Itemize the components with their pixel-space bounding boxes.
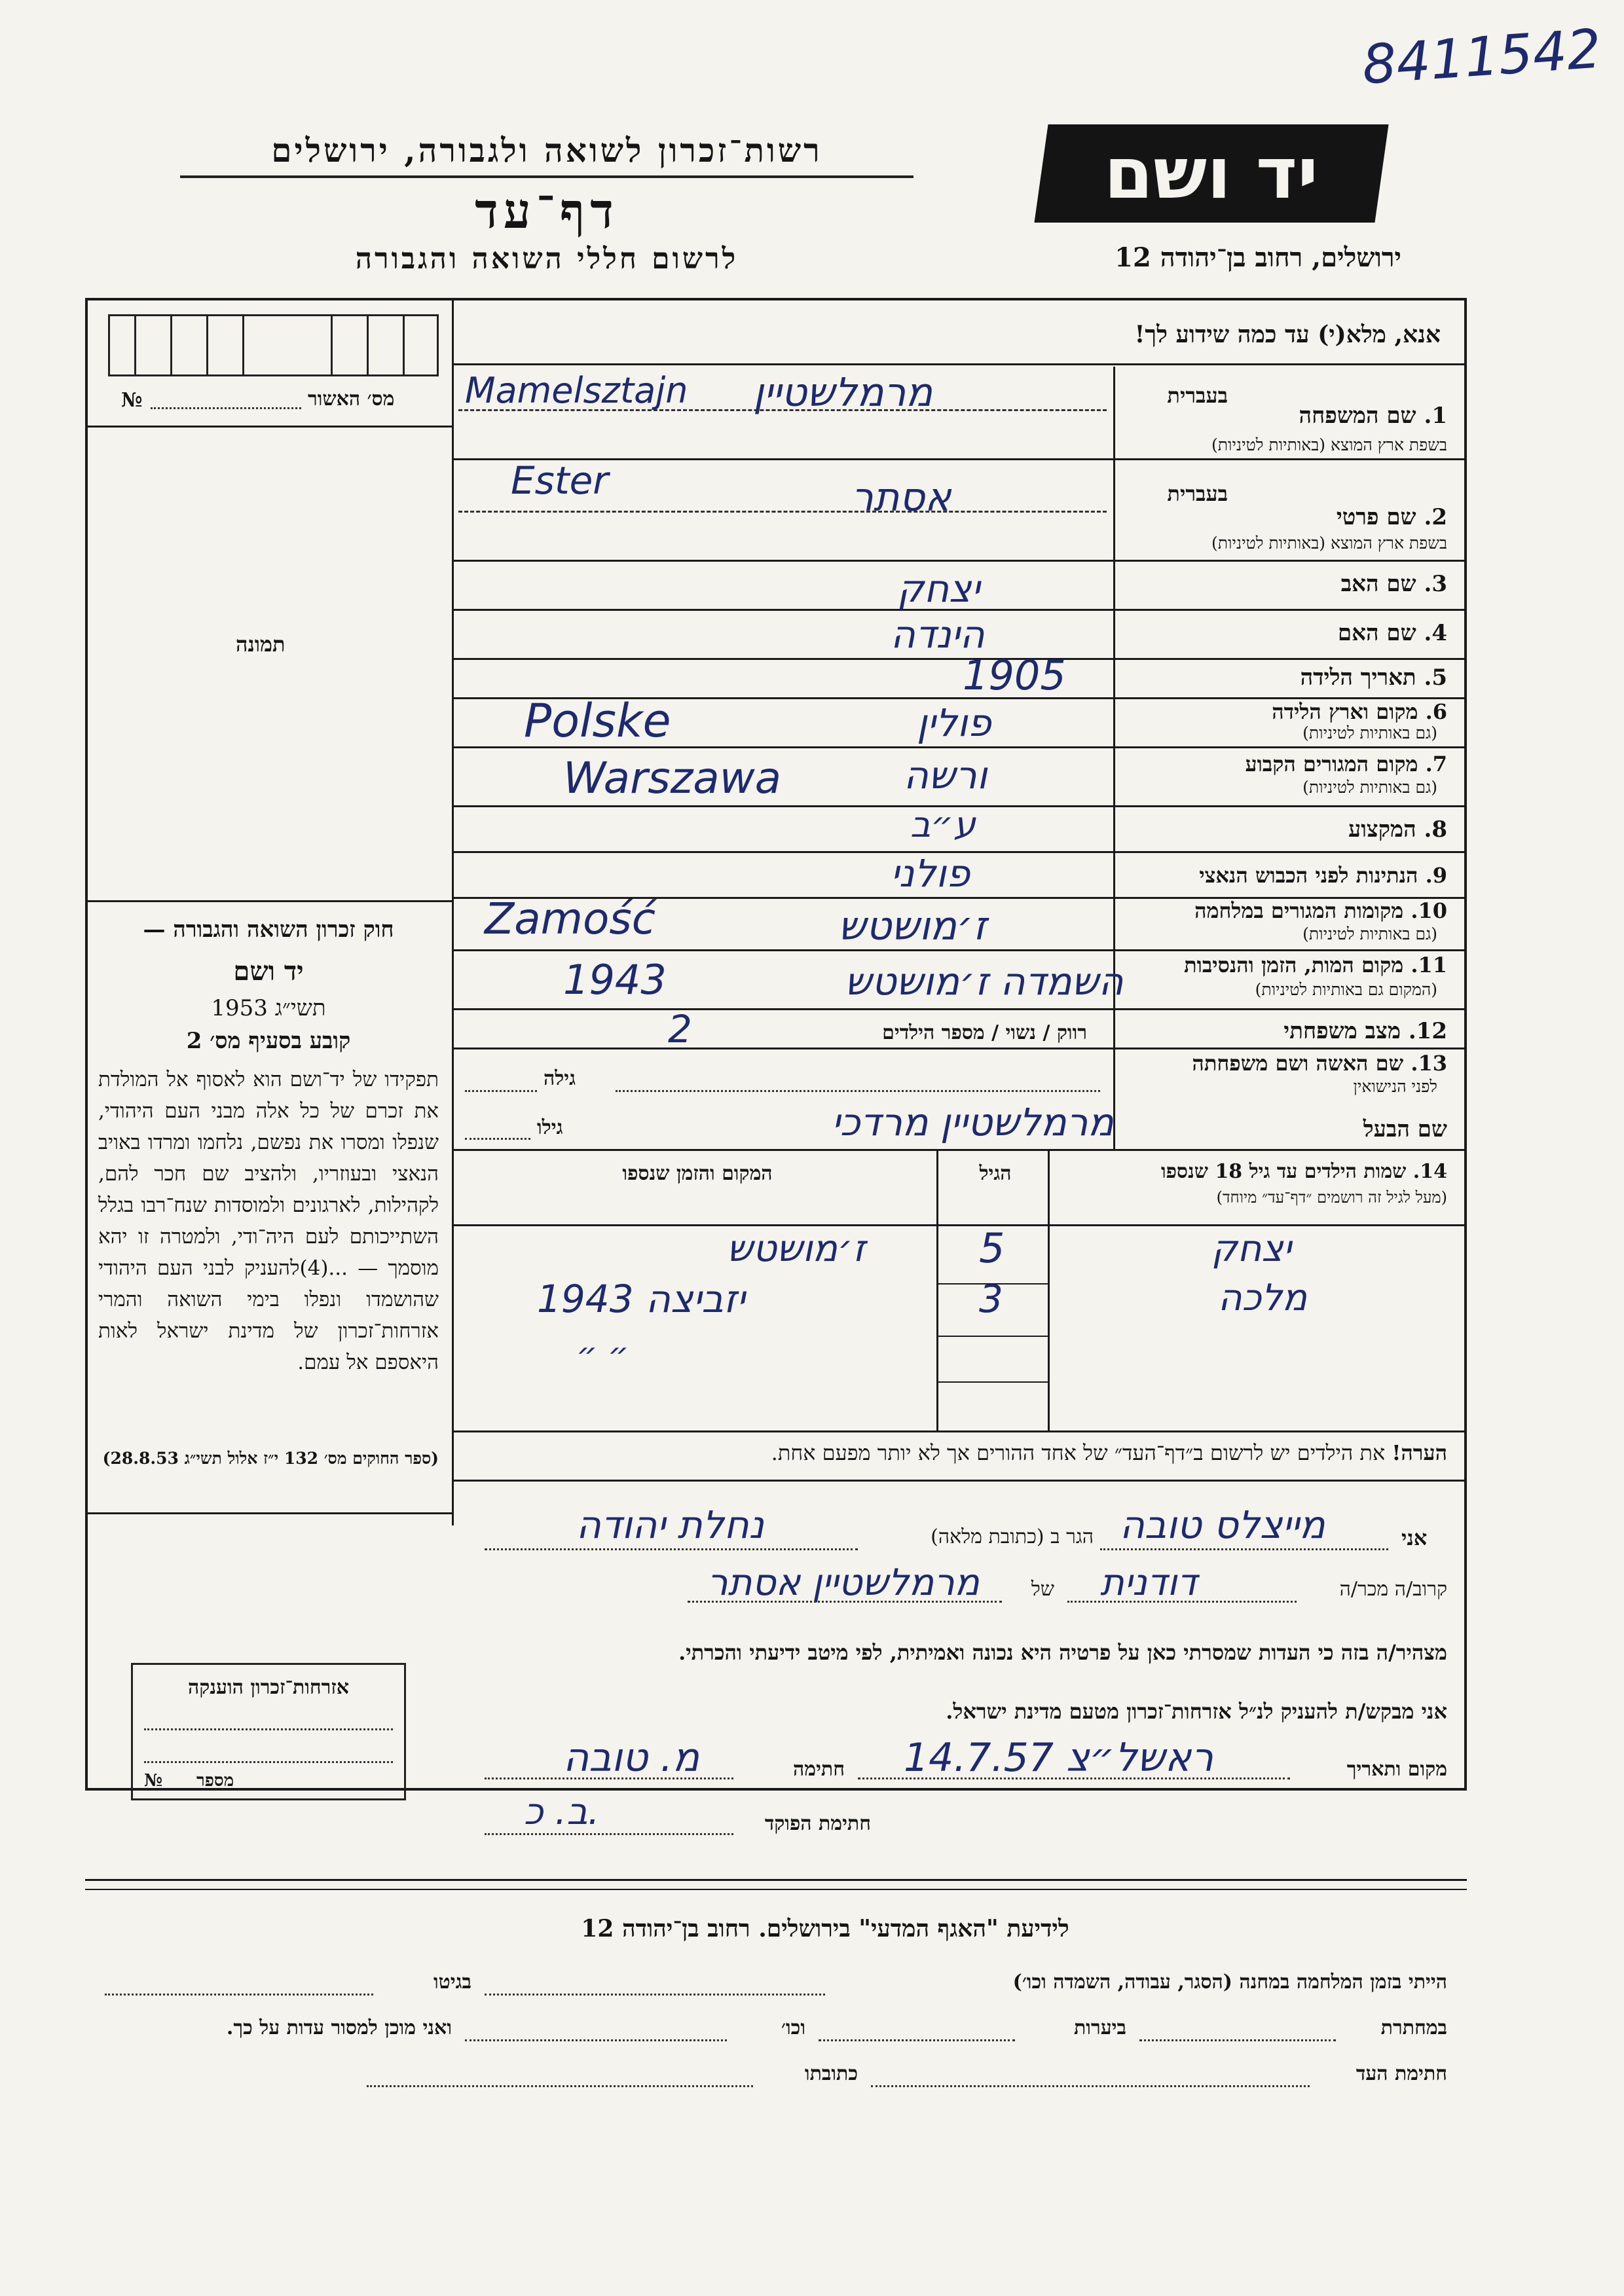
wife-name-field[interactable]	[616, 1090, 1100, 1092]
field-6-label	[1133, 699, 1447, 724]
field-5-num: 5.	[1424, 665, 1447, 691]
field-3-label	[1179, 571, 1447, 597]
officer-label: חתימת הפוקד	[764, 1812, 871, 1835]
cert-number-label: מס׳ האשור	[308, 388, 395, 410]
field-10-hebrew[interactable]: ז׳מושטש	[838, 903, 987, 949]
witness-address-field[interactable]	[367, 2085, 753, 2087]
declaration-text: מצהיר/ה בזה כי העדות שמסרתי כאן על פרטיה היא נכונה ואמיתית, לפי מיטב ידיעתי והכרתי.	[678, 1640, 1447, 1665]
law-title: חוק זכרון השואה והגבורה —	[143, 917, 394, 943]
field-10-name: מקומות המגורים במלחמה	[1194, 898, 1404, 923]
etc-field[interactable]	[465, 2039, 727, 2041]
form-subtitle: לרשום חללי השואה והגבורה	[355, 242, 739, 276]
field-7-num: 7.	[1425, 752, 1447, 776]
citizenship-number-label: מספר	[196, 1771, 234, 1791]
intro-text: אנא, מלא(י) עד כמה שידוע לך!	[1134, 321, 1441, 348]
field-10-note: (גם באותיות לטיניות)	[1302, 924, 1437, 943]
law-clause: קובע בסעיף מס׳ 2	[186, 1028, 351, 1054]
footer-line1-a: הייתי בזמן המלחמה במחנה (הסגר, עבודה, השמדה וכו׳)	[1012, 1971, 1447, 1994]
field-5-date[interactable]: 1905	[963, 651, 1066, 699]
child-1-name[interactable]: יצחק	[1211, 1228, 1292, 1270]
law-text: תפקידו של יד־ושם הוא לאסוף אל המולדת את זכרם של כל אלה מבני העם היהודי, שנפלו ומסרו את נפשם, נלחמו ומרדו באויב הנאצי ובעוזריו, ולהציב שם חכר להם, לקהילות, לארגונים ולמוסדות שנח־רבו בגלל השתייכותם לעם היה־ודי, ולמטרה זו יהא מוסמך — ...(4)להעניק לבני העם היהודי שהושמדו ונפלו בימי השואה והמרי אזרחות־זכרון של מדינת ישראל לאות היאספם אל עמם.	[98, 1068, 439, 1374]
logo-text: יד ושם	[1104, 132, 1319, 215]
field-10-label	[1126, 898, 1447, 923]
footer-line2-d: ואני מוכן למסור עדות על כך.	[226, 2016, 452, 2039]
field-13-name: שם האשה ושם משפחתה	[1192, 1051, 1404, 1076]
field-3-name: שם האב	[1340, 571, 1416, 597]
field-3-hebrew[interactable]: יצחק	[897, 566, 980, 611]
field-2-col: בעברית	[1167, 481, 1228, 506]
children-num: 14.	[1412, 1160, 1447, 1183]
declarant-address[interactable]: נחלת יהודה	[576, 1503, 764, 1547]
field-9-num: 9.	[1425, 863, 1447, 888]
field-2-label	[1231, 504, 1447, 530]
signature-label: חתימה	[793, 1758, 845, 1781]
field-6-hebrew[interactable]: פולין	[917, 701, 991, 745]
field-1-latin[interactable]: Mamelsztajn	[465, 370, 688, 411]
signature[interactable]: מ. טובה	[563, 1735, 700, 1781]
table-row	[936, 1381, 1048, 1383]
remark-text: את הילדים יש לרשום ב״דף־העד״ של אחד ההורים אך לא יותר מפעם אחת.	[771, 1440, 1386, 1465]
husband-name[interactable]: מרמלשטיין מרדכי	[832, 1100, 1114, 1144]
law-year: תשי״ג 1953	[211, 995, 326, 1021]
field-2-latin[interactable]: Ester	[511, 458, 609, 503]
field-2-hebrew[interactable]: אסתר	[851, 475, 951, 520]
field-3-num: 3.	[1424, 571, 1447, 597]
marital-options[interactable]: רווק / נשוי / מספר הילדים	[882, 1021, 1087, 1044]
husband-age-label: גילו	[537, 1116, 563, 1139]
field-7-name: מקום המגורים הקבוע	[1245, 752, 1418, 776]
field-11-num: 11.	[1411, 953, 1447, 977]
field-6-num: 6.	[1425, 699, 1447, 724]
field-1-note: בשפת ארץ המוצא (באותיות לטיניות)	[1211, 435, 1447, 454]
children-note: (מעל לגיל זה רושמים ״דף־עד״ מיוחד)	[1216, 1188, 1447, 1207]
wife-age-field[interactable]	[465, 1090, 537, 1092]
field-2-name: שם פרטי	[1336, 504, 1416, 530]
field-4-label	[1179, 620, 1447, 646]
citizenship-title: אזרחות־זכרון הוענקה	[187, 1676, 350, 1699]
field-4-num: 4.	[1424, 620, 1447, 646]
children-place-header: המקום והזמן שנספו	[622, 1162, 773, 1185]
footer-line2-a: במחתרת	[1380, 2016, 1447, 2039]
place-date[interactable]: ראשל״צ 14.7.57	[904, 1735, 1213, 1781]
footer-title: לידיעת "האגף המדעי" בירושלים. רחוב בן־יהודה 12	[581, 1915, 1069, 1942]
field-10-latin[interactable]: Zamość	[485, 894, 656, 944]
of-label: של	[1031, 1578, 1054, 1601]
yad-vashem-logo	[1034, 124, 1388, 223]
remark	[458, 1440, 1447, 1465]
field-4-hebrew[interactable]: הינדה	[891, 612, 985, 657]
forests-field[interactable]	[819, 2039, 1015, 2041]
request-text: אני מבקש/ת להעניק לנ״ל אזרחות־זכרון מטעם מדינת ישראל.	[946, 1699, 1447, 1724]
field-7-note: (גם באותיות לטיניות)	[1302, 778, 1437, 797]
relative-label: קרוב/ה מכר/ה	[1339, 1578, 1447, 1601]
field-7-latin[interactable]: Warszawa	[563, 753, 782, 803]
field-1-label	[1231, 403, 1447, 429]
children-title	[1061, 1160, 1447, 1183]
field-1-num: 1.	[1424, 403, 1447, 429]
witness-signature-field[interactable]	[871, 2085, 1310, 2087]
footer-line3-a: חתימת העד	[1356, 2062, 1447, 2085]
header-rule	[180, 175, 913, 178]
field-5-label	[1179, 665, 1447, 691]
field-6-latin[interactable]: Polske	[524, 694, 671, 748]
child-3-place[interactable]: ״ ״	[576, 1336, 629, 1374]
child-1-age[interactable]: 5	[979, 1224, 1005, 1272]
declarant-i-label: אני	[1401, 1525, 1428, 1550]
child-2-name[interactable]: מלכה	[1218, 1277, 1308, 1319]
field-7-hebrew[interactable]: ורשה	[904, 753, 987, 797]
remark-label: הערה!	[1392, 1440, 1447, 1465]
underground-field[interactable]	[1139, 2039, 1336, 2041]
wife-age-label: גילה	[544, 1067, 576, 1090]
children-title-text: שמות הילדים עד גיל 18 שנספו	[1160, 1160, 1407, 1183]
law-name: יד ושם	[233, 956, 304, 987]
cert-number-field[interactable]	[151, 407, 301, 409]
field-11-note: (המקום גם באותיות לטיניות)	[1255, 980, 1437, 999]
field-1-hebrew[interactable]: מרמלשטיין	[753, 370, 933, 416]
field-13-num: 13.	[1411, 1051, 1447, 1076]
field-12-name: מצב משפחתי	[1283, 1018, 1401, 1044]
law-reference: (ספר החוקים מס׳ 132 י״ז אלול תשי״ג 28.8.53)	[102, 1449, 439, 1468]
field-2-num: 2.	[1424, 504, 1447, 530]
child-1-place[interactable]: ז׳מושטש	[727, 1228, 866, 1270]
field-12-num: 12.	[1408, 1018, 1447, 1044]
footer-line3-b: כתובתו	[804, 2062, 858, 2085]
field-11-label	[1126, 953, 1447, 977]
field-9-label	[1126, 863, 1447, 888]
camp-field[interactable]	[485, 1994, 825, 1995]
ghetto-field[interactable]	[105, 1994, 373, 1995]
declarant-resident-label: הגר ב (כתובת מלאה)	[931, 1525, 1094, 1548]
stamp-boxes	[108, 314, 439, 376]
field-10-num: 10.	[1411, 898, 1447, 923]
field-1-col: בעברית	[1167, 383, 1228, 408]
field-8-hebrew[interactable]: ע״ב	[910, 804, 976, 845]
field-11-year[interactable]: 1943	[563, 956, 667, 1004]
child-2-age[interactable]: 3	[979, 1277, 1003, 1321]
field-8-num: 8.	[1424, 816, 1447, 843]
footer-line2-b: ביערות	[1073, 2016, 1126, 2039]
field-7-label	[1133, 752, 1447, 776]
photo-label: תמונה	[236, 632, 286, 657]
no-sign: №	[121, 389, 143, 412]
form-title: דף־עד	[475, 183, 619, 240]
field-13-label	[1126, 1051, 1447, 1076]
declarant-name[interactable]: מייצלס טובה	[1120, 1503, 1325, 1547]
of-name[interactable]: מרמלשטיין אסתר	[707, 1561, 980, 1604]
child-2-place[interactable]: יזביצה 1943	[537, 1277, 745, 1321]
field-8-label	[1179, 816, 1447, 843]
children-age-header: הגיל	[979, 1162, 1012, 1185]
relation[interactable]: דודנית	[1100, 1561, 1198, 1604]
footer-line1-b: בגיטו	[433, 1971, 471, 1994]
husband-label: שם הבעל	[1363, 1116, 1447, 1142]
field-4-name: שם האם	[1337, 620, 1416, 646]
children-count[interactable]: 2	[668, 1007, 692, 1051]
table-row	[936, 1336, 1048, 1337]
officer-signature[interactable]: ב. כ.	[524, 1791, 600, 1833]
field-9-hebrew[interactable]: פולני	[891, 851, 970, 896]
field-1-name: שם המשפחה	[1299, 403, 1416, 429]
field-2-note: בשפת ארץ המוצא (באותיות לטיניות)	[1211, 534, 1447, 553]
document-number: 8411542	[1360, 18, 1604, 97]
field-5-name: תאריך הלידה	[1300, 665, 1416, 691]
field-11-name: מקום המות, הזמן והנסיבות	[1184, 953, 1404, 977]
footer-line2-c: וכו׳	[781, 2016, 805, 2039]
field-6-name: מקום וארץ הלידה	[1272, 699, 1418, 724]
field-12-label	[1179, 1018, 1447, 1044]
field-11-hebrew[interactable]: השמדה ז׳מושטש	[845, 959, 1124, 1004]
field-6-note: (גם באותיות לטיניות)	[1302, 723, 1437, 742]
authority-heading: רשות־זכרון לשואה ולגבורה, ירושלים	[271, 131, 822, 170]
field-9-name: הנתינות לפני הכבוש הנאצי	[1199, 863, 1418, 888]
place-date-label: מקום ותאריך	[1346, 1758, 1447, 1781]
field-13-note: לפני הנישואין	[1353, 1077, 1437, 1096]
address: ירושלים, רחוב בן־יהודה 12	[1115, 242, 1401, 273]
no-sign-2: №	[144, 1771, 163, 1791]
husband-age-field[interactable]	[465, 1138, 530, 1140]
field-8-name: המקצוע	[1348, 816, 1416, 843]
